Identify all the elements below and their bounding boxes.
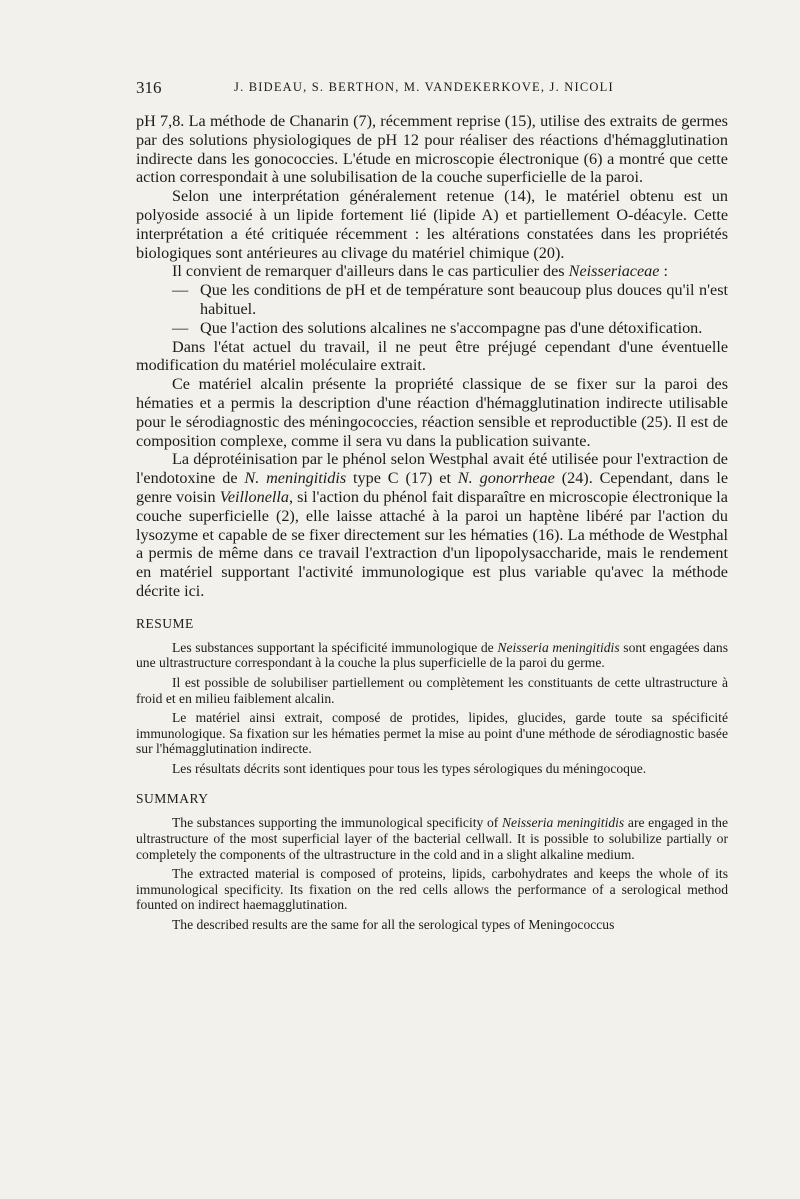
summary-heading: SUMMARY [136,791,209,807]
article-body [136,112,728,933]
paragraph-1: pH 7,8. La méthode de Chanarin (7), récemment reprise (15), utilise des extraits de germes par des solutions physiologiques de pH 12 pour réaliser des réactions d'hémagglutination indirecte dans les gonococcies. L'étude en microscopie électronique (6) a montré que cette action correspondait à une solubilisation de la couche superficielle de la paroi. [136,112,728,187]
resume-section [136,640,728,777]
summary-section [136,815,728,932]
resume-paragraph-3: Le matériel ainsi extrait, composé de protides, lipides, glucides, garde toute sa spécificité immunologique. Sa fixation sur les hématies permet la mise au point d'une méthode de sérodiagnostic basée sur l'hémagglutination indirecte. [136,710,728,757]
dash-item-text: Que l'action des solutions alcalines ne s'accompagne pas d'une détoxification. [200,318,703,337]
summary-paragraph-1: The substances supporting the immunological specificity of Neisseria meningitidis are engaged in the ultrastructure of the most superficial layer of the bacterial cellwall. It is possible to solubilize partially or completely the components of the ultrastructure in the cold and in a slight alkaline medium. [136,815,728,862]
paragraph-5: Ce matériel alcalin présente la propriété classique de se fixer sur la paroi des hématies et a permis la description d'une réaction d'hémagglutination indirecte utilisable pour le sérodiagnostic des méningococcies, réaction sensible et reproductible (25). Il est de composition complexe, comme il sera vu dans la publication suivante. [136,375,728,450]
paragraph-4: Dans l'état actuel du travail, il ne peut être préjugé cependant d'une éventuelle modification du matériel moléculaire extrait. [136,337,728,375]
resume-paragraph-2: Il est possible de solubiliser partiellement ou complètement les constituants de cette ultrastructure à froid et en milieu faiblement alcalin. [136,674,728,706]
running-head-authors: J. BIDEAU, S. BERTHON, M. VANDEKERKOVE, J. NICOLI [234,80,614,94]
resume-paragraph-1: Les substances supportant la spécificité immunologique de Neisseria meningitidis sont engagées dans une ultrastructure correspondant à la couche la plus superficielle de la paroi du germe. [136,639,729,671]
dash-item-text: Que les conditions de pH et de température sont beaucoup plus douces qu'il n'est habituel. [200,281,728,318]
page-number: 316 [136,78,162,97]
dash-mark: — [172,281,189,300]
resume-paragraph-4: Les résultats décrits sont identiques pour tous les types sérologiques du méningocoque. [172,760,647,776]
dash-item-2 [136,319,728,338]
summary-paragraph-3: The described results are the same for all the serological types of Meningococcus [172,917,615,933]
paragraph-2: Selon une interprétation généralement retenue (14), le matériel obtenu est un polyoside associé à un lipide fortement lié (lipide A) et partiellement O-déacyle. Cette interprétation a été critiquée récemment : les altérations constatées dans les propriétés biologiques sont antérieures au clivage du matériel chimique (20). [136,187,728,262]
resume-heading: RESUME [136,615,194,631]
paragraph-6: La déprotéinisation par le phénol selon Westphal avait été utilisée pour l'extraction de l'endotoxine de N. meningitidis type C (17) et N. gonorrheae (24). Cependant, dans le genre voisin Veillonella, si l'action du phénol fait disparaître en microscopie électronique la couche superficielle (2), elle laisse attaché à la paroi un haptène libéré par l'action du lysozyme et capable de se fixer directement sur les hématies (16). La méthode de Westphal a permis de même dans ce travail l'extraction d'un lipopolysaccharide, mais le rendement en matériel supportant l'activité immunologique est plus variable qu'avec la méthode décrite ici. [136,450,728,600]
summary-paragraph-2: The extracted material is composed of proteins, lipids, carbohydrates and keeps the whole of its immunological specificity. Its fixation on the red cells allows the performance of a serological method founted on indirect haemagglutination. [136,866,728,913]
page-header [136,78,728,100]
dash-item-1 [136,281,728,319]
paragraph-3: Il convient de remarquer d'ailleurs dans le cas particulier des Neisseriaceae : [172,262,669,281]
dash-mark: — [172,318,189,337]
